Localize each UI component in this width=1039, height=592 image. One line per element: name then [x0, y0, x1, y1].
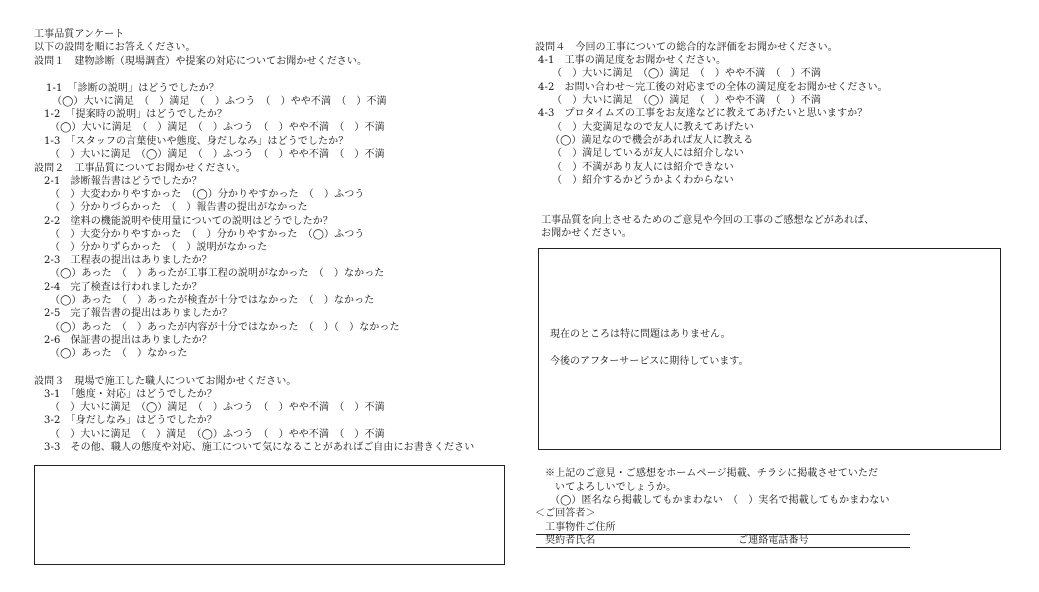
answer-2-3: （◯）あった （ ）あったが工事工程の説明がなかった （ ）なかった — [50, 268, 385, 279]
craftsman-comment-box[interactable] — [34, 465, 505, 565]
question-1-heading: 設問１ 建物診断（現場調査）や提案の対応についてお聞かせください。 — [34, 56, 368, 67]
feedback-comment-line2: 今後のアフターサービスに期待しています。 — [550, 356, 749, 367]
address-label: 工事物件ご住所 — [545, 522, 616, 533]
answer-1-2: （◯）大いに満足 （ ）満足 （ ）ふつう （ ）やや不満 （ ）不満 — [50, 122, 385, 133]
answer-4-3-option2: （◯）満足なので機会があれば友人に教える — [550, 135, 754, 146]
answer-2-4: （◯）あった （ ）あったが検査が十分ではなかった （ ）なかった — [50, 295, 375, 306]
respondent-heading: ＜ご回答者＞ — [535, 508, 596, 519]
question-4-3: 4-3 プロタイムズの工事をお友達などに教えてあげたいと思いますか？ — [538, 108, 868, 119]
question-1-3: 1-3 「スタッフの言葉使いや態度、身だしなみ」はどうでしたか？ — [44, 136, 349, 147]
answer-4-1: （ ）大いに満足 （◯）満足 （ ）やや不満 （ ）不満 — [552, 68, 821, 79]
question-4-1: 4-1 工事の満足度をお聞かせください。 — [538, 55, 727, 66]
answer-4-3-option5: （ ）紹介するかどうかよくわからない — [552, 175, 734, 186]
feedback-prompt-line2: お聞かせください。 — [541, 228, 632, 239]
question-2-4: 2-4 完了検査は行われましたか？ — [44, 282, 202, 293]
question-4-heading: 設問４ 今回の工事についての総合的な評価をお聞かせください。 — [535, 42, 838, 53]
question-3-heading: 設問３ 現場で施工した職人についてお聞かせください。 — [34, 376, 297, 387]
answer-2-5: （◯）あった （ ）あったが内容が十分ではなかった （ ）（ ）なかった — [50, 322, 400, 333]
feedback-comment-line1: 現在のところは特に問題はありません。 — [550, 329, 731, 340]
question-2-1: 2-1 診断報告書はどうでしたか？ — [44, 176, 202, 187]
answer-4-3-option1: （ ）大変満足なので友人に教えてあげたい — [552, 122, 754, 133]
question-3-1: 3-1 「態度・対応」はどうでしたか？ — [44, 389, 218, 400]
answer-2-1-row2: （ ）分かりづらかった （ ）報告書の提出がなかった — [50, 202, 308, 213]
name-underline — [536, 547, 910, 548]
question-3-2: 3-2 「身だしなみ」はどうでしたか？ — [44, 415, 218, 426]
consent-note-line2: いてよろしいでしょうか。 — [555, 482, 677, 493]
answer-4-3-option3: （ ）満足しているが友人には紹介しない — [552, 148, 744, 159]
contract-name-label: 契約者氏名 — [545, 535, 596, 546]
question-3-3: 3-3 その他、職人の態度や対応、施工について気になることがあればご自由にお書きください — [44, 442, 475, 453]
question-2-5: 2-5 完了報告書の提出はありましたか？ — [44, 308, 233, 319]
phone-label: ご連絡電話番号 — [738, 535, 809, 546]
survey-intro: 以下の設問を順にお答えください。 — [34, 42, 196, 53]
question-2-3: 2-3 工程表の提出はありましたか？ — [44, 255, 212, 266]
question-4-2: 4-2 お問い合わせ～完工後の対応までの全体の満足度をお聞かせください。 — [538, 82, 888, 93]
question-2-6: 2-6 保証書の提出はありましたか？ — [44, 335, 212, 346]
question-2-heading: 設問２ 工事品質についてお聞かせください。 — [34, 163, 246, 174]
consent-note-line1: ※上記のご意見・ご感想をホームページ掲載、チラシに掲載させていただ — [545, 468, 879, 479]
answer-1-1: （◯）大いに満足 （ ）満足 （ ）ふつう （ ）やや不満 （ ）不満 — [52, 96, 387, 107]
question-1-1: 1-1 「診断の説明」はどうでしたか？ — [46, 83, 220, 94]
answer-4-2: （ ）大いに満足 （◯）満足 （ ）やや不満 （ ）不満 — [552, 95, 821, 106]
answer-3-1: （ ）大いに満足 （◯）満足 （ ）ふつう （ ）やや不満 （ ）不満 — [50, 402, 385, 413]
answer-2-1-row1: （ ）大変わかりやすかった （◯）分かりやすかった （ ）ふつう — [50, 189, 365, 200]
question-2-2: 2-2 塗料の機能説明や使用量についての説明はどうでしたか？ — [44, 216, 333, 227]
answer-2-6: （◯）あった （ ）なかった — [50, 348, 188, 359]
answer-2-2-row1: （ ）大変分かりやすかった （ ）分かりやすかった （◯）ふつう — [50, 229, 365, 240]
question-1-2: 1-2 「提案時の説明」はどうでしたか？ — [44, 109, 228, 120]
consent-options: （◯）匿名なら掲載してもかまわない （ ）実名で掲載してもかまわない — [550, 495, 890, 506]
feedback-comment-box[interactable] — [538, 248, 1001, 450]
survey-title: 工事品質アンケート — [34, 29, 125, 40]
answer-4-3-option4: （ ）不満があり友人には紹介できない — [552, 162, 734, 173]
feedback-prompt-line1: 工事品質を向上させるためのご意見や今回の工事のご感想などがあれば、 — [541, 215, 875, 226]
answer-3-2: （ ）大いに満足 （ ）満足 （◯）ふつう （ ）やや不満 （ ）不満 — [50, 429, 385, 440]
answer-2-2-row2: （ ）分かりずらかった （ ）説明がなかった — [50, 242, 268, 253]
answer-1-3: （ ）大いに満足 （◯）満足 （ ）ふつう （ ）やや不満 （ ）不満 — [50, 149, 385, 160]
